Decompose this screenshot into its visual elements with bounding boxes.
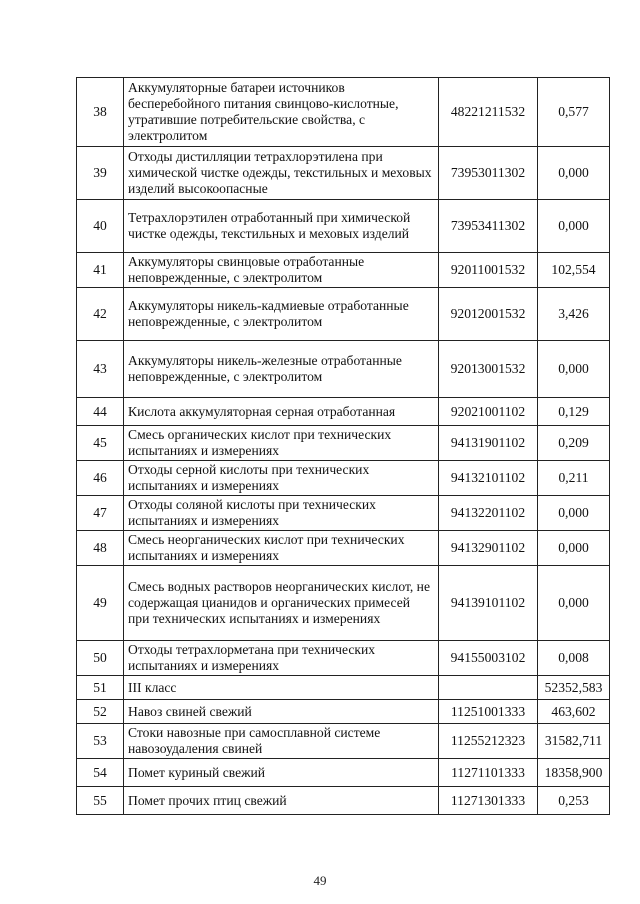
- waste-name: Смесь водных растворов неорганических кислот, не содержащая цианидов и органических примесей при технических испытаниях и измерениях: [124, 566, 439, 641]
- waste-amount: 0,129: [538, 398, 610, 426]
- waste-amount: 0,008: [538, 641, 610, 676]
- table-body: [77, 78, 610, 815]
- waste-name: Аккумуляторные батареи источников бесперебойного питания свинцово-кислотные, утратившие потребительские свойства, с электролитом: [124, 78, 439, 147]
- waste-name: Навоз свиней свежий: [124, 700, 439, 724]
- row-number: 42: [77, 288, 124, 341]
- waste-code: 94132901102: [439, 531, 538, 566]
- waste-name: Смесь неорганических кислот при технических испытаниях и измерениях: [124, 531, 439, 566]
- waste-code: 94131901102: [439, 426, 538, 461]
- row-number: 51: [77, 676, 124, 700]
- table-row: [77, 253, 610, 288]
- row-number: 55: [77, 787, 124, 815]
- waste-code: [439, 676, 538, 700]
- waste-name: Аккумуляторы никель-железные отработанные неповрежденные, с электролитом: [124, 341, 439, 398]
- row-number: 52: [77, 700, 124, 724]
- waste-code: 94155003102: [439, 641, 538, 676]
- table-row: [77, 641, 610, 676]
- waste-code: 92021001102: [439, 398, 538, 426]
- table-row: [77, 676, 610, 700]
- row-number: 45: [77, 426, 124, 461]
- waste-amount: 0,000: [538, 496, 610, 531]
- row-number: 43: [77, 341, 124, 398]
- table-row: [77, 531, 610, 566]
- waste-code: 73953411302: [439, 200, 538, 253]
- waste-code: 92012001532: [439, 288, 538, 341]
- waste-amount: 463,602: [538, 700, 610, 724]
- waste-amount: 0,211: [538, 461, 610, 496]
- waste-name: Аккумуляторы свинцовые отработанные неповрежденные, с электролитом: [124, 253, 439, 288]
- waste-name: III класс: [124, 676, 439, 700]
- waste-amount: 0,000: [538, 566, 610, 641]
- waste-code: 11255212323: [439, 724, 538, 759]
- waste-amount: 0,577: [538, 78, 610, 147]
- table-row: [77, 759, 610, 787]
- waste-code: 11271301333: [439, 787, 538, 815]
- waste-name: Отходы соляной кислоты при технических испытаниях и измерениях: [124, 496, 439, 531]
- waste-code: 11251001333: [439, 700, 538, 724]
- waste-code: 11271101333: [439, 759, 538, 787]
- row-number: 46: [77, 461, 124, 496]
- waste-name: Стоки навозные при самосплавной системе навозоудаления свиней: [124, 724, 439, 759]
- waste-code: 48221211532: [439, 78, 538, 147]
- table-row: [77, 341, 610, 398]
- waste-amount: 0,000: [538, 341, 610, 398]
- waste-amount: 0,253: [538, 787, 610, 815]
- waste-name: Тетрахлорэтилен отработанный при химической чистке одежды, текстильных и меховых изделий: [124, 200, 439, 253]
- waste-name: Помет куриный свежий: [124, 759, 439, 787]
- table-row: [77, 566, 610, 641]
- waste-code: 94139101102: [439, 566, 538, 641]
- table-row: [77, 288, 610, 341]
- waste-name: Кислота аккумуляторная серная отработанная: [124, 398, 439, 426]
- page-number: 49: [313, 873, 327, 888]
- waste-name: Аккумуляторы никель-кадмиевые отработанные неповрежденные, с электролитом: [124, 288, 439, 341]
- table-row: [77, 461, 610, 496]
- waste-amount: 31582,711: [538, 724, 610, 759]
- waste-amount: 0,000: [538, 531, 610, 566]
- waste-name: Помет прочих птиц свежий: [124, 787, 439, 815]
- row-number: 44: [77, 398, 124, 426]
- row-number: 39: [77, 147, 124, 200]
- waste-amount: 102,554: [538, 253, 610, 288]
- waste-name: Отходы дистилляции тетрахлорэтилена при химической чистке одежды, текстильных и меховых изделий высокоопасные: [124, 147, 439, 200]
- table-row: [77, 78, 610, 147]
- row-number: 48: [77, 531, 124, 566]
- waste-amount: 0,000: [538, 147, 610, 200]
- table-row: [77, 496, 610, 531]
- waste-name: Отходы серной кислоты при технических испытаниях и измерениях: [124, 461, 439, 496]
- waste-code: 92011001532: [439, 253, 538, 288]
- waste-name: Отходы тетрахлорметана при технических испытаниях и измерениях: [124, 641, 439, 676]
- waste-amount: 52352,583: [538, 676, 610, 700]
- waste-code: 92013001532: [439, 341, 538, 398]
- table-row: [77, 700, 610, 724]
- waste-table: [76, 77, 610, 815]
- waste-code: 73953011302: [439, 147, 538, 200]
- row-number: 54: [77, 759, 124, 787]
- row-number: 50: [77, 641, 124, 676]
- waste-code: 94132101102: [439, 461, 538, 496]
- waste-amount: 18358,900: [538, 759, 610, 787]
- row-number: 53: [77, 724, 124, 759]
- row-number: 49: [77, 566, 124, 641]
- table-row: [77, 724, 610, 759]
- row-number: 40: [77, 200, 124, 253]
- row-number: 38: [77, 78, 124, 147]
- table-row: [77, 147, 610, 200]
- waste-amount: 3,426: [538, 288, 610, 341]
- waste-amount: 0,000: [538, 200, 610, 253]
- waste-code: 94132201102: [439, 496, 538, 531]
- table-row: [77, 787, 610, 815]
- table-row: [77, 426, 610, 461]
- waste-name: Смесь органических кислот при технических испытаниях и измерениях: [124, 426, 439, 461]
- row-number: 47: [77, 496, 124, 531]
- table-row: [77, 398, 610, 426]
- row-number: 41: [77, 253, 124, 288]
- waste-amount: 0,209: [538, 426, 610, 461]
- table-row: [77, 200, 610, 253]
